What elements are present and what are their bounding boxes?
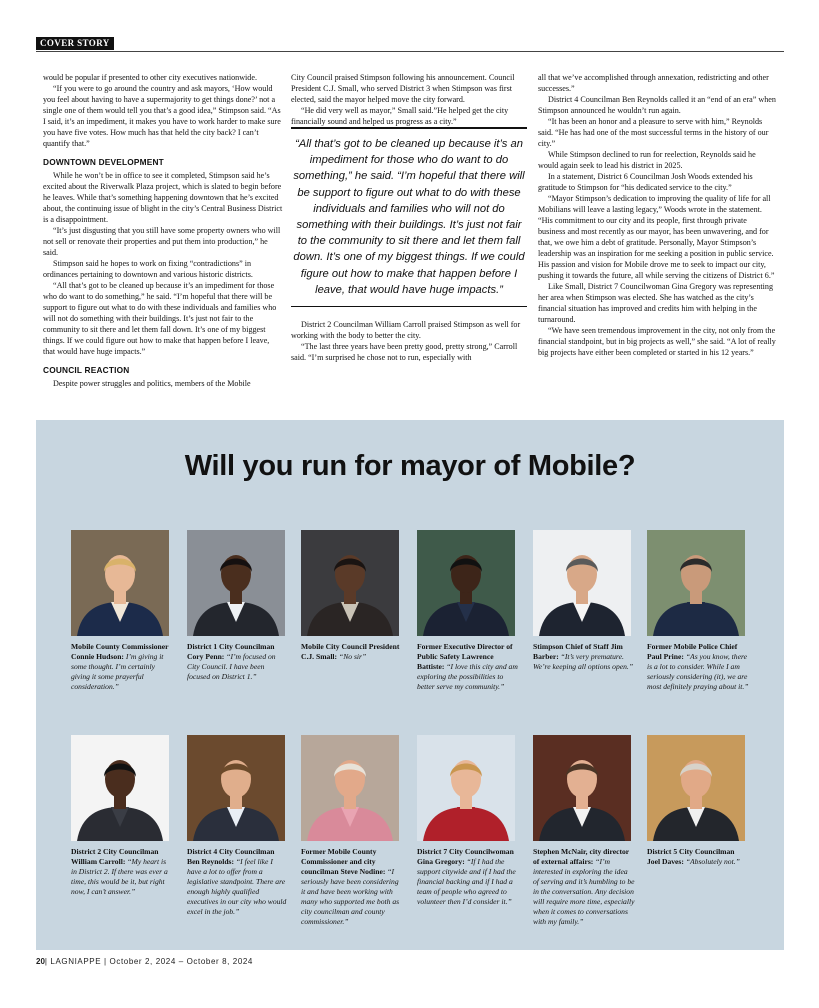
article-paragraph: In a statement, District 6 Councilman Josh Woods extended his gratitude to Stimpson for “his dedicated service to the city.” <box>538 172 753 192</box>
person-name: District 7 City Councilwoman Gina Gregory: <box>417 847 514 866</box>
portrait-photo <box>647 530 745 636</box>
article-paragraph: While he won’t be in office to see it completed, Stimpson said he’s excited about the Riverwalk Plaza project, which is slated to begin before he leaves. While that’s something happening downtown that he’s excited about, the continuing issue of blight in the city’s Central Business District is a disappointment. <box>43 171 283 224</box>
person-quote: “Absolutely not.” <box>685 857 740 866</box>
article-column-1 <box>43 72 283 389</box>
person-name: Mobile County Commissioner Connie Hudson: <box>71 642 169 661</box>
person-caption <box>647 642 749 692</box>
person-quote: “I’m focused on City Council. I have been focused on District 1.” <box>187 652 276 681</box>
portrait <box>647 735 745 841</box>
section-subhead: COUNCIL REACTION <box>43 365 130 375</box>
person-card <box>533 530 635 672</box>
person-quote: “I feel like I have a lot to offer from a legislative standpoint. There are enough highly qualified executives in our city who would excel in the job.” <box>187 857 287 916</box>
person-card <box>647 735 749 867</box>
person-quote: “I love this city and am exploring the possibilities to better serve my community.” <box>417 662 518 691</box>
page-number: 20 <box>36 957 45 966</box>
portrait <box>301 530 399 636</box>
portrait <box>301 735 399 841</box>
person-card <box>71 735 173 897</box>
section-subhead: DOWNTOWN DEVELOPMENT <box>43 157 164 167</box>
article-paragraph: Stimpson said he hopes to work on fixing “contradictions” in ordinances pertaining to downtown and various historic districts. <box>43 259 253 279</box>
person-quote: “It’s very premature. We’re keeping all options open.” <box>533 652 634 671</box>
article-paragraph: “It has been an honor and a pleasure to serve with him,” Reynolds said. “He has had one of the most successful terms in the history of our city.” <box>538 117 769 148</box>
person-caption <box>417 642 519 692</box>
person-caption <box>71 847 173 897</box>
article-paragraph: all that we’ve accomplished through annexation, redistricting and other successes.” <box>538 73 769 93</box>
person-name: District 4 City Councilman Ben Reynolds: <box>187 847 275 866</box>
panel-title: Will you run for mayor of Mobile? <box>184 450 636 482</box>
person-card <box>417 530 519 692</box>
person-quote: “If I had the support citywide and if I had the financial backing and if I had a team of people who agreed to volunteer then I’d consider it.” <box>417 857 516 906</box>
person-card <box>187 735 289 917</box>
person-quote: “As you know, there is a lot to consider. While I am seriously considering (it), we are most definitely praying about it.” <box>647 652 749 691</box>
article-paragraph: District 2 Councilman William Carroll praised Stimpson as well for working with the body to better the city. <box>291 320 521 341</box>
portrait <box>71 530 169 636</box>
person-caption <box>301 642 403 662</box>
person-card <box>417 735 519 907</box>
portrait-photo <box>647 735 745 841</box>
article-paragraph: Despite power struggles and politics, members of the Mobile <box>53 379 251 388</box>
portrait-photo <box>301 530 399 636</box>
article-paragraph: “Mayor Stimpson’s dedication to improving the quality of life for all Mobilians will leave a lasting legacy,” Woods wrote in the statement. “His commitment to our city and its people, first through private business and most recently as our mayor, has been unwavering, and for that, we owe him a debt of gratitude. Personally, Mayor Stimpson’s leadership was an inspiration for me seeking a position in public service. His passion and vision for Mobile drove me to seek to impact our city, pushing it towards the future, all while serving the citizens of District 6.” <box>538 194 775 280</box>
article-column-2 <box>291 72 527 363</box>
person-quote: I’m giving it some thought. I’m certainly giving it some prayerful consideration.” <box>71 652 164 691</box>
portrait-photo <box>533 530 631 636</box>
portrait <box>417 735 515 841</box>
portrait-photo <box>417 735 515 841</box>
person-caption <box>417 847 519 907</box>
portrait-photo <box>533 735 631 841</box>
portrait <box>71 735 169 841</box>
publication-name: LAGNIAPPE <box>50 957 102 966</box>
person-card <box>301 530 403 662</box>
person-caption <box>647 847 749 867</box>
article-paragraph: “He did very well as mayor,” Small said.”He helped get the city financially sound and helped us progress as a city.” <box>291 106 509 126</box>
article-paragraph: “All that’s got to be cleaned up because it’s an impediment for those who do want to do something,” he said. “I’m hopeful that there will be support to figure out what to do with these individuals and families who will not do something with their buildings. It’s just not fair to the community to sit there and let them fall down. It’s one of my biggest things. If we could figure out how to make that happen before I leave, that would have huge impacts.” <box>43 281 277 356</box>
mayor-question-panel <box>36 420 784 950</box>
portrait <box>647 530 745 636</box>
article-paragraph: “If you were to go around the country and ask mayors, ‘How would you feel about having to have a supermajority to get things done?’ not a single one of them would tell you that’s a good idea,” Stimpson said. “As I said, it’s an impediment, it makes you have to work harder to make sure you have five votes. How much has that held the city back? I can’t quantify that.” <box>43 84 281 148</box>
person-caption <box>187 847 289 917</box>
person-name: Mobile City Council President C.J. Small: <box>301 642 400 661</box>
person-name: District 1 City Councilman Cory Penn: <box>187 642 275 661</box>
portrait-photo <box>71 530 169 636</box>
issue-dates: October 2, 2024 – October 8, 2024 <box>109 957 253 966</box>
article-paragraph: District 4 Councilman Ben Reynolds called it an “end of an era” when Stimpson announced he wouldn’t run again. <box>538 95 776 115</box>
person-card <box>301 735 403 927</box>
person-caption <box>187 642 289 682</box>
article-paragraph: City Council praised Stimpson following his announcement. Council President C.J. Small, who served District 3 when Stimpson was first elected, said the mayor helped move the city forward. <box>291 73 515 104</box>
person-card <box>71 530 173 692</box>
portrait-photo <box>417 530 515 636</box>
person-caption <box>533 642 635 672</box>
person-name: District 5 City Councilman Joel Daves: <box>647 847 735 866</box>
portrait <box>533 735 631 841</box>
person-name: District 2 City Councilman William Carroll: <box>71 847 159 866</box>
person-quote: “My heart is in District 2. If there was ever a time, this would be it, but right now, I can’t answer.” <box>71 857 168 896</box>
person-quote: “I seriously have been considering it and have been working with many who supported me both as city councilman and county commissioner.” <box>301 867 400 926</box>
person-name: Former Mobile County Commissioner and city councilman Steve Nodine: <box>301 847 386 876</box>
portrait <box>187 735 285 841</box>
footer-separator: | <box>44 957 48 966</box>
portrait-photo <box>187 735 285 841</box>
person-name: Former Executive Director of Public Safety Lawrence Battiste: <box>417 642 513 671</box>
portrait-photo <box>71 735 169 841</box>
portrait-photo <box>187 530 285 636</box>
article-column-3 <box>538 72 776 358</box>
person-name: Stephen McNair, city director of external affairs: <box>533 847 630 866</box>
person-name: Former Mobile Police Chief Paul Prine: <box>647 642 738 661</box>
portrait <box>533 530 631 636</box>
pull-quote: “All that’s got to be cleaned up because it’s an impediment for those who do want to do something,” he said. “I’m hopeful that there will be support to figure out what to do with these individuals and families who will not do something with their buildings. It’s just not fair to the community to sit there and let them fall down. It’s one of my biggest things. If we could figure out how to make that happen before I leave, that would have huge impacts.” <box>291 127 527 307</box>
person-caption <box>301 847 403 927</box>
footer-separator: | <box>104 957 107 966</box>
person-card <box>187 530 289 682</box>
person-card <box>533 735 635 927</box>
article-paragraph: “The last three years have been pretty good, pretty strong,” Carroll said. “I’m surprised he chose not to run, especially with <box>291 342 518 363</box>
page-footer <box>36 957 253 966</box>
article-paragraph: would be popular if presented to other city executives nationwide. <box>43 73 257 82</box>
person-quote: “No sir” <box>338 652 367 661</box>
article-paragraph: While Stimpson declined to run for reelection, Reynolds said he would again seek to lead his district in 2025. <box>538 150 756 170</box>
section-tag: COVER STORY <box>36 37 114 50</box>
portrait-photo <box>301 735 399 841</box>
person-quote: “I’m interested in exploring the idea of serving and it’s humbling to be in the conversation. Any decision will require more time, especially when it comes to conversations with my family.” <box>533 857 635 926</box>
portrait <box>187 530 285 636</box>
person-card <box>647 530 749 692</box>
article-paragraph: “We have seen tremendous improvement in the city, not only from the financial standpoint, but in big projects as well,” she said. “A lot of really big projects have either been completed or started in his 12 years.” <box>538 326 776 357</box>
article-paragraph: Like Small, District 7 Councilwoman Gina Gregory was representing her area when Stimpson was elected. She has watched as the city’s financial situation has improved and credits him with helping in the turnaround. <box>538 282 774 324</box>
portrait <box>417 530 515 636</box>
section-header <box>36 37 784 52</box>
person-caption <box>533 847 635 927</box>
person-caption <box>71 642 173 692</box>
person-name: Stimpson Chief of Staff Jim Barber: <box>533 642 623 661</box>
article-paragraph: “It’s just disgusting that you still have some property owners who will not sell or renovate their properties and put them into production,” he said. <box>43 226 281 257</box>
